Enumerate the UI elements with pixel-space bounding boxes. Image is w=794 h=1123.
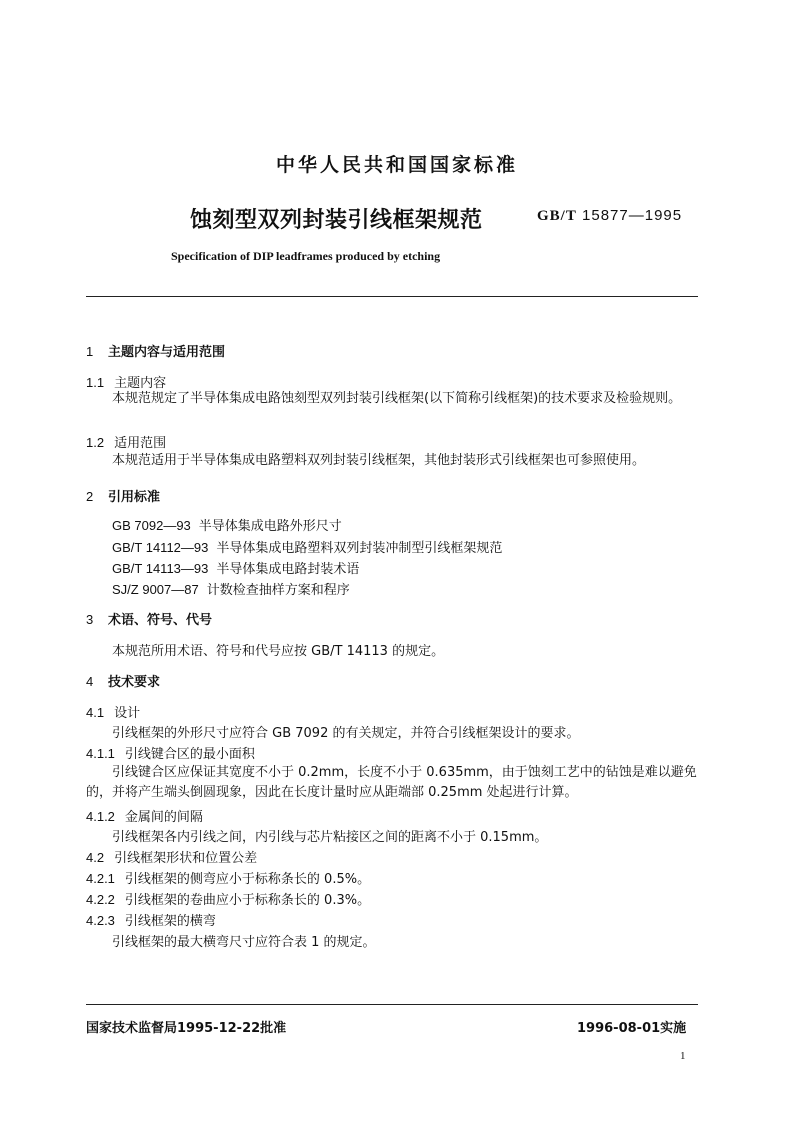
section-title: 引线框架的卷曲应小于标称条长的 0.3%。 — [124, 893, 371, 908]
section-4-2-1-heading — [86, 868, 370, 887]
section-title: 引用标准 — [108, 490, 161, 505]
bottom-divider — [86, 1004, 698, 1005]
section-4-2-3-body: 引线框架的最大横弯尺寸应符合表 1 的规定。 — [112, 935, 376, 950]
national-standard-heading: 中华人民共和国国家标准 — [275, 154, 518, 176]
section-3-body: 本规范所用术语、符号和代号应按 GB/T 14113 的规定。 — [112, 644, 445, 659]
document-title: 蚀刻型双列封装引线框架规范 — [190, 208, 483, 233]
approval-line: 国家技术监督局1995-12-22批准 — [86, 1021, 287, 1036]
section-title: 引线框架的横弯 — [124, 914, 216, 929]
section-4-2-3-heading — [86, 910, 216, 929]
section-3-heading — [86, 609, 212, 628]
page-number: 1 — [680, 1050, 686, 1062]
section-4-heading — [86, 671, 160, 690]
reference-name: 半导体集成电路外形尺寸 — [198, 519, 342, 534]
reference-item — [112, 537, 502, 556]
reference-code: GB/T 14113—93 — [112, 561, 209, 576]
section-title: 引线框架形状和位置公差 — [114, 851, 258, 866]
section-title: 术语、符号、代号 — [108, 613, 213, 628]
section-4-1-1-body: 引线键合区应保证其宽度不小于 0.2mm，长度不小于 0.635mm，由于蚀刻工艺中的钻蚀是难以避免的，并将产生端头倒圆现象，因此在长度计量时应从距端部 0.25mm 处起进行计算。 — [86, 765, 697, 800]
reference-code: SJ/Z 9007—87 — [112, 582, 199, 597]
section-number: 2 — [86, 489, 94, 504]
section-4-1-heading — [86, 702, 140, 721]
section-number: 3 — [86, 612, 94, 627]
section-4-1-body: 引线框架的外形尺寸应符合 GB 7092 的有关规定，并符合引线框架设计的要求。 — [112, 726, 580, 741]
section-title: 引线键合区的最小面积 — [124, 747, 255, 762]
section-number: 4.1 — [86, 705, 105, 720]
section-number: 4.2.1 — [86, 871, 115, 886]
section-number: 1 — [86, 344, 94, 359]
section-number: 4.1.2 — [86, 809, 115, 824]
section-title: 主题内容与适用范围 — [108, 345, 226, 360]
section-1-1-body: 本规范规定了半导体集成电路蚀刻型双列封装引线框架(以下简称引线框架)的技术要求及检验规则。 — [112, 391, 682, 406]
effective-date: 1996-08-01实施 — [577, 1021, 687, 1036]
section-2-heading — [86, 486, 160, 505]
section-1-heading — [86, 341, 225, 360]
reference-name: 半导体集成电路塑料双列封装冲制型引线框架规范 — [216, 541, 503, 556]
section-title: 设计 — [114, 706, 141, 721]
section-1-2-body: 本规范适用于半导体集成电路塑料双列封装引线框架，其他封装形式引线框架也可参照使用。 — [112, 453, 646, 468]
reference-name: 计数检查抽样方案和程序 — [206, 583, 350, 598]
reference-name: 半导体集成电路封装术语 — [216, 562, 360, 577]
section-title: 主题内容 — [114, 376, 167, 391]
section-title: 引线框架的侧弯应小于标称条长的 0.5%。 — [124, 872, 371, 887]
section-number: 4 — [86, 674, 94, 689]
section-number: 1.1 — [86, 375, 105, 390]
section-1-2-heading — [86, 432, 166, 451]
reference-item — [112, 515, 342, 534]
section-number: 1.2 — [86, 435, 105, 450]
section-title: 技术要求 — [108, 675, 161, 690]
standard-code — [537, 207, 682, 225]
reference-item — [112, 579, 350, 598]
reference-code: GB/T 14112—93 — [112, 540, 209, 555]
reference-code: GB 7092—93 — [112, 518, 191, 533]
section-4-1-2-body: 引线框架各内引线之间，内引线与芯片粘接区之间的距离不小于 0.15mm。 — [112, 830, 548, 845]
section-number: 4.1.1 — [86, 746, 115, 761]
section-4-2-2-heading — [86, 889, 370, 908]
standard-number: 15877—1995 — [582, 207, 683, 224]
english-title: Specification of DIP leadframes produced by etching — [171, 249, 441, 263]
section-number: 4.2 — [86, 850, 105, 865]
standard-prefix: GB/T — [537, 208, 577, 224]
section-number: 4.2.3 — [86, 913, 115, 928]
section-title: 金属间的间隔 — [124, 810, 203, 825]
section-title: 适用范围 — [114, 436, 167, 451]
top-divider — [86, 296, 698, 297]
section-4-1-2-heading — [86, 806, 203, 825]
section-number: 4.2.2 — [86, 892, 115, 907]
reference-item — [112, 558, 359, 577]
section-4-1-1-heading — [86, 743, 255, 762]
section-4-2-heading — [86, 847, 257, 866]
